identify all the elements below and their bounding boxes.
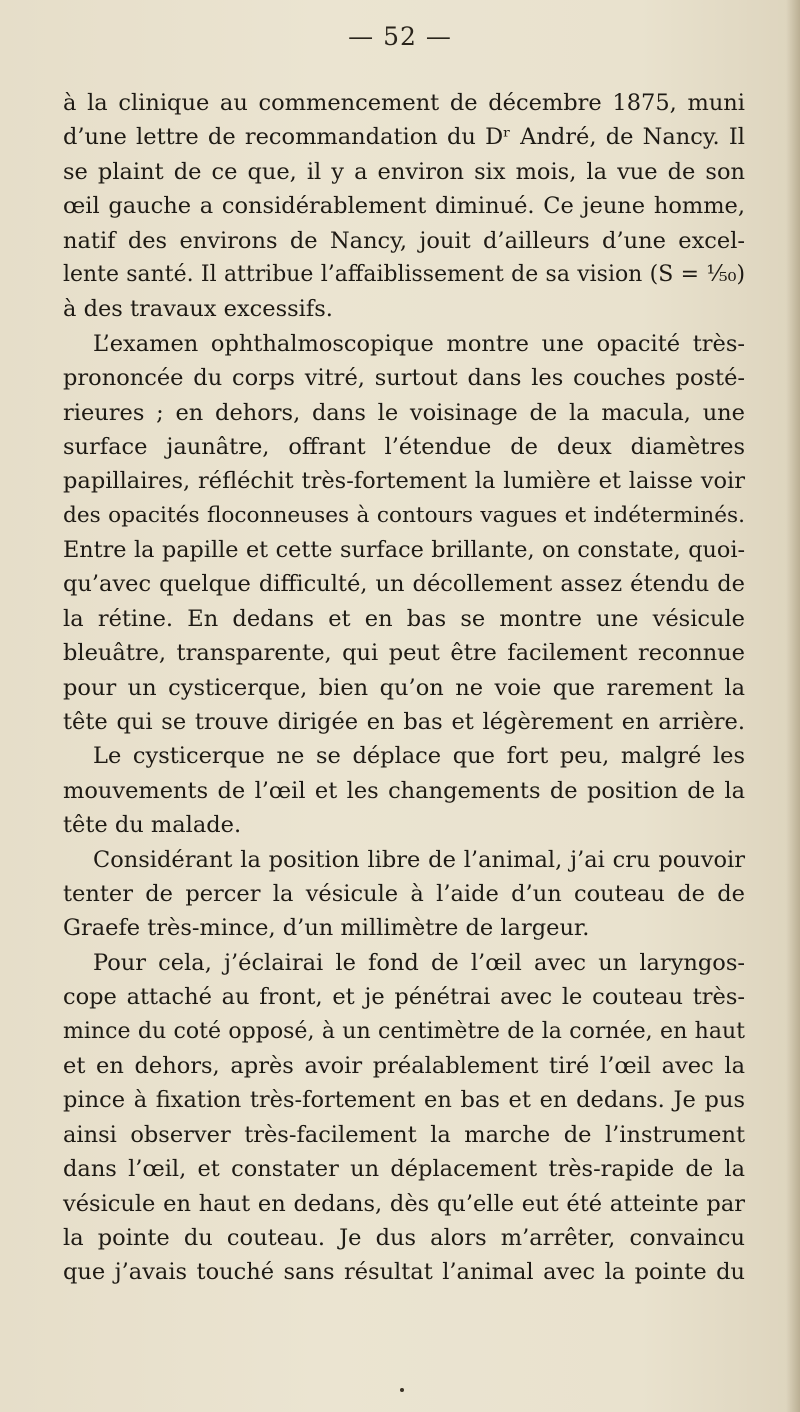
text-line: rieures ; en dehors, dans le voisinage de la macula, une	[63, 399, 745, 426]
text-line: Le cysticerque ne se déplace que fort peu, malgré les	[93, 743, 745, 770]
text-line: la pointe du couteau. Je dus alors m’arrêter, convaincu	[63, 1224, 745, 1251]
text-line: tenter de percer la vésicule à l’aide d’un couteau de de	[63, 880, 745, 907]
text-line: pour un cysticerque, bien qu’on ne voie que rarement la	[63, 674, 745, 701]
text-line: la rétine. En dedans et en bas se montre une vésicule	[63, 605, 745, 632]
text-line: Graefe très-mince, d’un millimètre de largeur.	[63, 915, 590, 942]
text-line: natif des environs de Nancy, jouit d’ailleurs d’une excel-	[63, 227, 745, 254]
text-line: surface jaunâtre, offrant l’étendue de deux diamètres	[63, 433, 745, 460]
text-line: qu’avec quelque difficulté, un décollement assez étendu de	[63, 571, 745, 598]
text-line: Entre la papille et cette surface brillante, on constate, quoi-	[63, 537, 745, 564]
page-number: — 52 —	[348, 22, 452, 51]
text-line: lente santé. Il attribue l’affaiblissement de sa vision (S = ¹⁄₅₀)	[63, 261, 745, 287]
body-text	[63, 86, 745, 1290]
text-line: ainsi observer très-facilement la marche de l’instrument	[63, 1121, 745, 1148]
text-line: dans l’œil, et constater un déplacement très-rapide de la	[63, 1156, 745, 1183]
text-line: d’une lettre de recommandation du Dʳ André, de Nancy. Il	[63, 124, 745, 151]
text-line: mouvements de l’œil et les changements de position de la	[63, 777, 745, 804]
text-line: Pour cela, j’éclairai le fond de l’œil avec un laryngos-	[93, 949, 745, 976]
text-line: tête du malade.	[63, 812, 242, 839]
text-line: à des travaux excessifs.	[63, 296, 333, 323]
text-line: L’examen ophthalmoscopique montre une opacité très-	[93, 330, 745, 357]
text-line: mince du coté opposé, à un centimètre de la cornée, en haut	[63, 1018, 745, 1044]
text-line: bleuâtre, transparente, qui peut être facilement reconnue	[63, 640, 745, 667]
text-line: Considérant la position libre de l’animal, j’ai cru pouvoir	[93, 846, 745, 873]
text-line: vésicule en haut en dedans, dès qu’elle eut été atteinte par	[63, 1190, 745, 1217]
text-line: papillaires, réfléchit très-fortement la lumière et laisse voir	[63, 468, 745, 495]
text-line: se plaint de ce que, il y a environ six mois, la vue de son	[63, 158, 745, 185]
text-line: œil gauche a considérablement diminué. Ce jeune homme,	[63, 193, 745, 220]
text-line: pince à fixation très-fortement en bas et en dedans. Je pus	[63, 1087, 745, 1114]
page-edge-shadow	[786, 0, 800, 1412]
text-line: tête qui se trouve dirigée en bas et légèrement en arrière.	[63, 709, 745, 736]
text-line: prononcée du corps vitré, surtout dans les couches posté-	[63, 365, 745, 392]
text-line: à la clinique au commencement de décembre 1875, muni	[63, 90, 745, 116]
text-line: que j’avais touché sans résultat l’animal avec la pointe du	[63, 1259, 745, 1286]
printer-mark	[400, 1388, 404, 1392]
text-line: des opacités floconneuses à contours vagues et indéterminés.	[63, 502, 745, 528]
text-line: et en dehors, après avoir préalablement tiré l’œil avec la	[63, 1052, 745, 1079]
text-line: cope attaché au front, et je pénétrai avec le couteau très-	[63, 984, 745, 1011]
